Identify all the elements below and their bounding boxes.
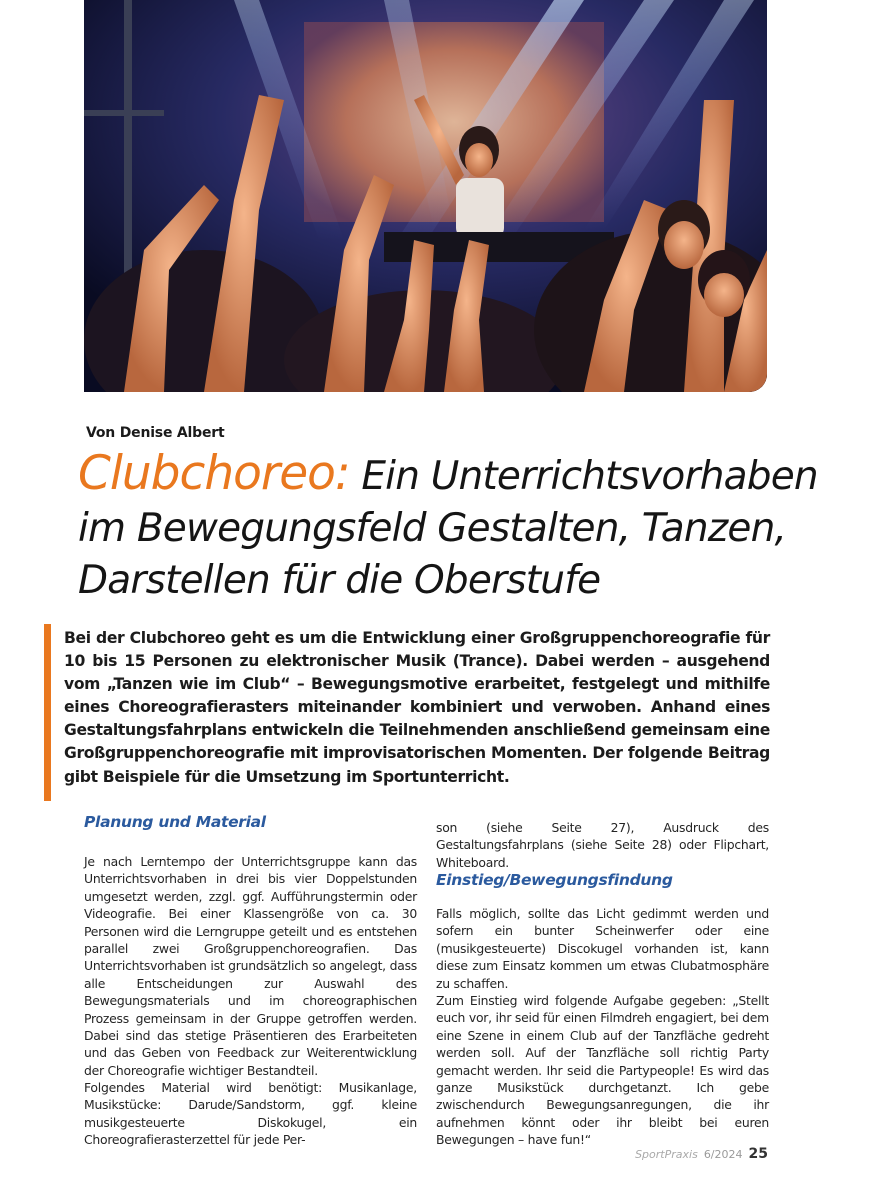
page-number: 25 <box>748 1146 768 1162</box>
right-paragraph-1: Falls möglich, sollte das Licht gedimmt werden und sofern ein bunter Scheinwerfer oder eine (musikgesteuerte) Discokugel vorhanden ist, kann diese zum Einsatz kommen um etwas Clubatmosphäre zu schaffen. <box>436 906 769 991</box>
lead-accent-bar <box>44 624 51 801</box>
article-title <box>78 448 838 607</box>
section-heading-einstieg: Einstieg/Bewegungsfindung <box>436 871 673 889</box>
byline: Von Denise Albert <box>86 425 225 441</box>
right-paragraph-continuation: son (siehe Seite 27), Ausdruck des Gestaltungsfahrplans (siehe Seite 28) oder Flipchart, Whiteboard. <box>436 820 769 870</box>
left-paragraph-2: Folgendes Material wird benötigt: Musikanlage, Musikstücke: Darude/Sandstorm, ggf. kleine musikgesteuerte Diskokugel, ein Choreografierasterzettel für jede Per- <box>84 1080 417 1148</box>
right-paragraph-2: Zum Einstieg wird folgende Aufgabe gegeben: „Stellt euch vor, ihr seid für einen Filmdreh engagiert, bei dem eine Szene in einem Club auf der Tanzfläche gedreht werden soll. Auf der Tanzfläche soll richtig Party gemacht werden. Ihr seid die Partypeople! Es wird das ganze Musikstück durchgetanzt. Ich gebe zwischendurch Bewegungsanregungen, die ihr aufnehmen könnt oder ihr bleibt bei euren Bewegungen – have fun!“ <box>436 993 769 1148</box>
issue-number: 6/2024 <box>703 1148 743 1161</box>
page-footer <box>635 1146 768 1162</box>
title-accent: Clubchoreo: <box>78 446 350 501</box>
title-rest: Ein Unterrichtsvorhaben im Bewegungsfeld Gestalten, Tanzen, Darstellen für die Oberstufe <box>78 454 818 603</box>
magazine-name: SportPraxis <box>635 1148 698 1161</box>
left-paragraph-1: Je nach Lerntempo der Unterrichtsgruppe kann das Unterrichtsvorhaben in drei bis vier Doppelstunden umgesetzt werden, zzgl. ggf. Aufführungstermin oder Videografie. Bei einer Klassengröße von ca. 30 Personen wird die Lerngruppe geteilt und es entstehen parallel zwei Großgruppenchoreografien. Das Unterrichtsvorhaben ist grundsätzlich so angelegt, dass alle Entscheidungen zur Auswahl des Bewegungsmaterials und im choreographischen Prozess gemeinsam in der Gruppe getroffen werden. Dabei sind das stetige Präsentieren des Erarbeiteten und das Geben von Feedback zur Weiterentwicklung der Choreografie wichtiger Bestandteil. <box>84 854 417 1078</box>
section-heading-planung: Planung und Material <box>84 813 266 831</box>
hero-illustration <box>84 0 767 392</box>
hero-photo-club-dj-crowd <box>84 0 767 392</box>
lead-paragraph: Bei der Clubchoreo geht es um die Entwicklung einer Großgruppenchoreografie für 10 bis 15 Personen zu elektronischer Musik (Trance). Dabei werden – ausgehend vom „Tanzen wie im Club“ – Bewegungsmotive erarbeitet, festgelegt und mithilfe eines Choreografierasters miteinander kombiniert und verwoben. Anhand eines Gestaltungsfahrplans entwickeln die Teilnehmenden anschließend gemeinsam eine Großgruppenchoreografie mit improvisatorischen Momenten. Der folgende Beitrag gibt Beispiele für die Umsetzung im Sportunterricht. <box>64 629 771 786</box>
